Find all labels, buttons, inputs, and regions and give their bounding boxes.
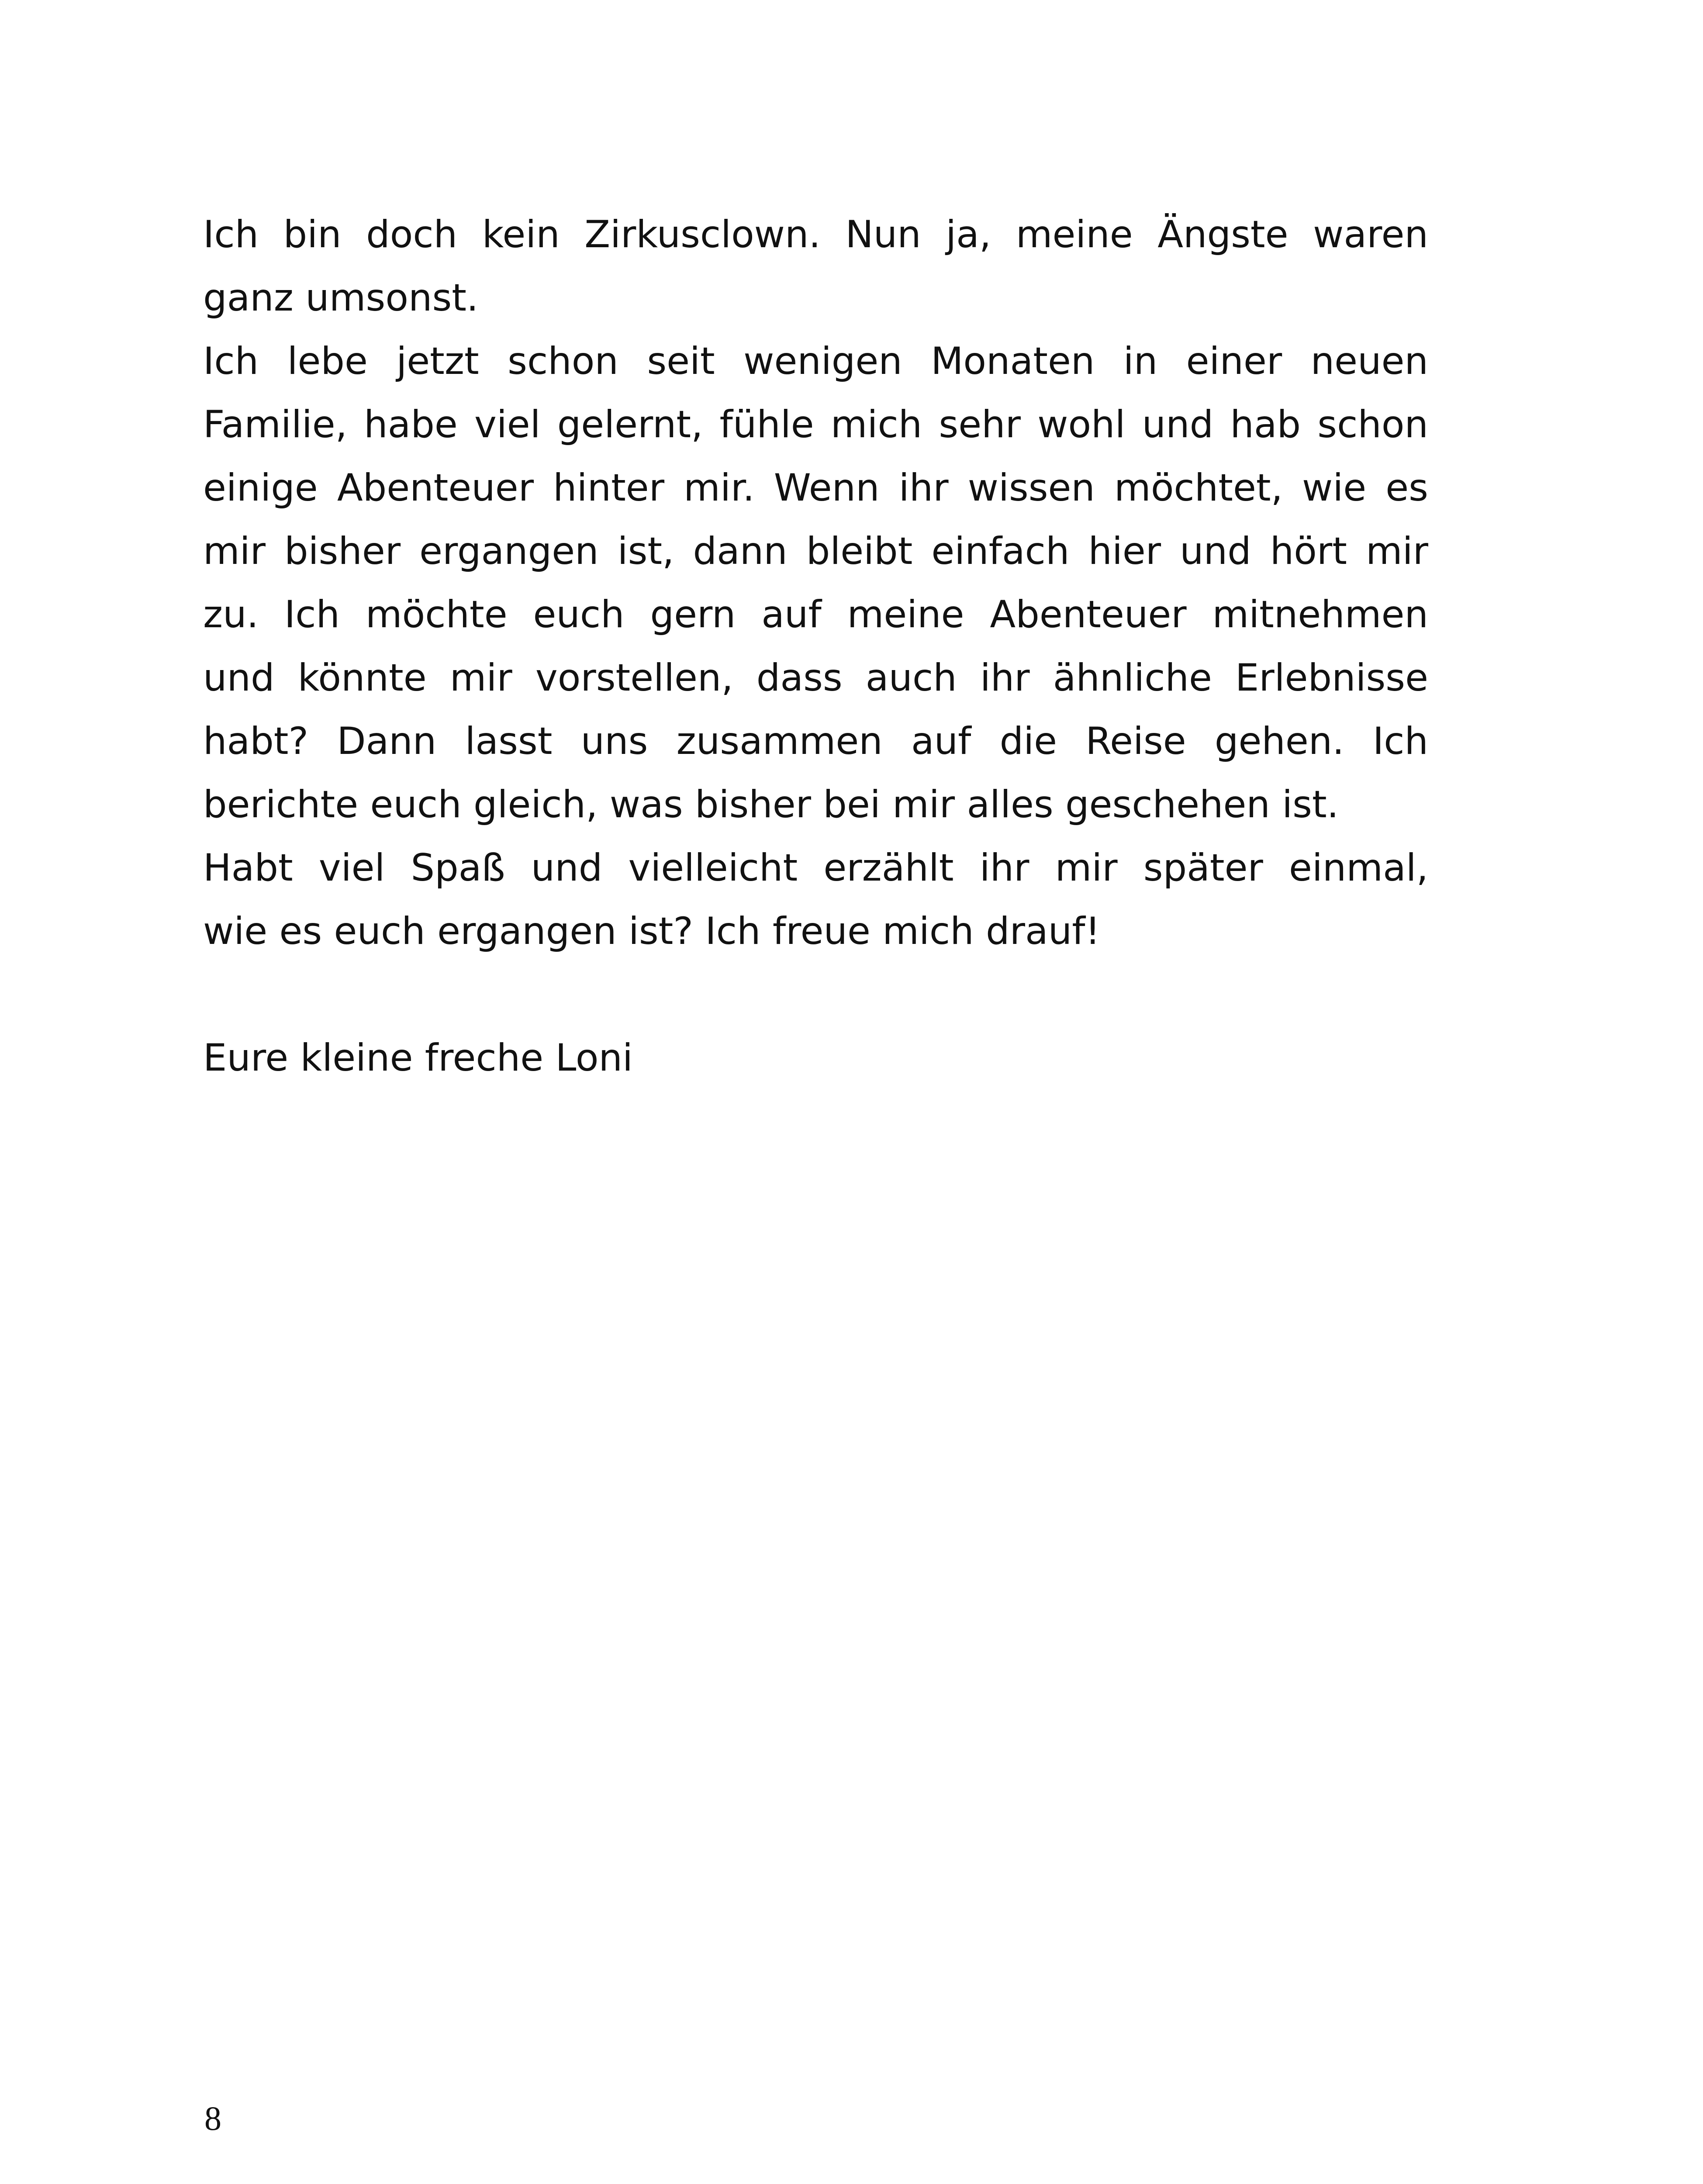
- text-line: ganz umsonst.: [203, 276, 479, 320]
- paragraph-spacer: [203, 963, 1428, 1026]
- text-line: berichte euch gleich, was bisher bei mir alles geschehen ist.: [203, 783, 1339, 826]
- signature: Eure kleine freche Loni: [203, 1036, 633, 1080]
- text-line: und könnte mir vorstellen, dass auch ihr ähnliche Erlebnisse: [203, 656, 1428, 700]
- page-number: 8: [204, 2099, 221, 2137]
- text-line: zu. Ich möchte euch gern auf meine Abenteuer mitnehmen: [203, 593, 1428, 636]
- text-line: wie es euch ergangen ist? Ich freue mich drauf!: [203, 909, 1100, 953]
- text-line: einige Abenteuer hinter mir. Wenn ihr wissen möchtet, wie es: [203, 466, 1428, 510]
- body-text: [203, 203, 1428, 1090]
- text-line: mir bisher ergangen ist, dann bleibt einfach hier und hört mir: [203, 529, 1428, 573]
- text-line: Ich lebe jetzt schon seit wenigen Monaten in einer neuen: [203, 339, 1428, 383]
- text-line: Habt viel Spaß und vielleicht erzählt ihr mir später einmal,: [203, 846, 1428, 890]
- text-line: Familie, habe viel gelernt, fühle mich sehr wohl und hab schon: [203, 403, 1428, 446]
- text-line: Ich bin doch kein Zirkusclown. Nun ja, meine Ängste waren: [203, 213, 1428, 256]
- text-line: habt? Dann lasst uns zusammen auf die Reise gehen. Ich: [203, 719, 1428, 763]
